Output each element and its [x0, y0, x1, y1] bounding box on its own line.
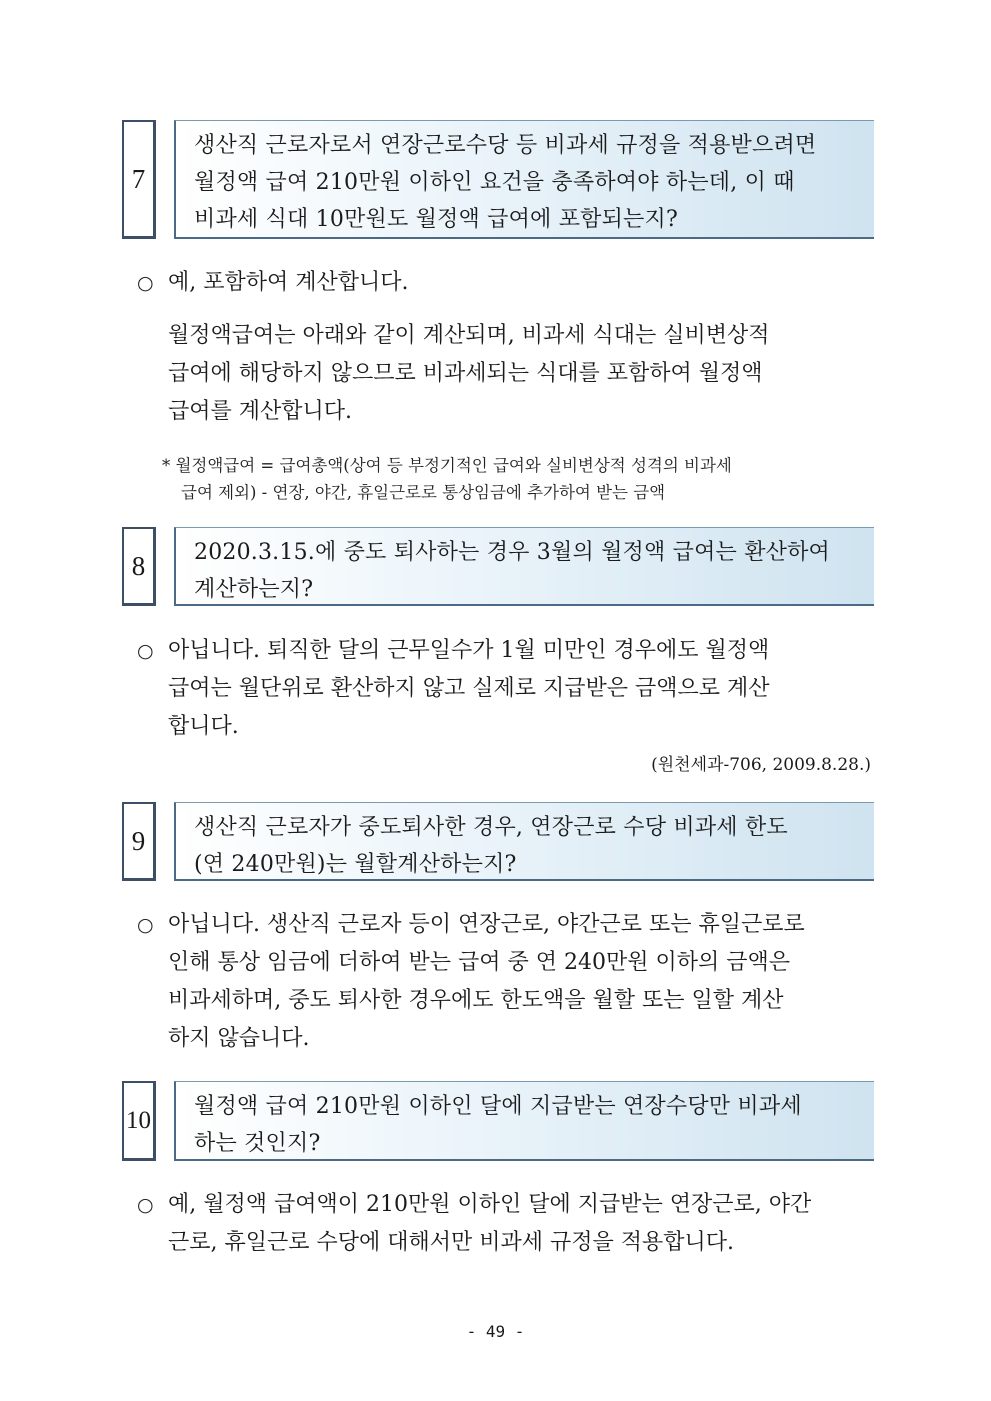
answer-text: 예, 월정액 급여액이 210만원 이하인 달에 지급받는 연장근로, 야간: [168, 1192, 812, 1217]
answer-9: [137, 906, 873, 1058]
question-line: 비과세 식대 10만원도 월정액 급여에 포함되는지?: [194, 207, 678, 232]
question-number: 9: [122, 802, 156, 881]
answer-text: 아닙니다. 생산직 근로자 등이 연장근로, 야간근로 또는 휴일근로로: [168, 912, 805, 937]
question-line: 생산직 근로자로서 연장근로수당 등 비과세 규정을 적용받으려면: [194, 133, 817, 158]
answer-text: 인해 통상 임금에 더하여 받는 급여 중 연 240만원 이하의 금액은: [168, 950, 790, 975]
question-line: 하는 것인지?: [194, 1131, 321, 1156]
question-number: 7: [122, 120, 156, 239]
question-8: [122, 527, 874, 606]
question-box: [174, 802, 874, 881]
answer-text: 하지 않습니다.: [168, 1026, 310, 1051]
question-line: 2020.3.15.에 중도 퇴사하는 경우 3월의 월정액 급여는 환산하여: [194, 540, 831, 565]
explanation-line: 급여에 해당하지 않으므로 비과세되는 식대를 포함하여 월정액: [168, 361, 763, 386]
question-box: [174, 120, 874, 239]
question-10: [122, 1081, 874, 1161]
answer-text: 예, 포함하여 계산합니다.: [168, 270, 409, 295]
answer-text: 합니다.: [168, 714, 239, 739]
question-number: 10: [122, 1081, 156, 1161]
answer-text: 비과세하며, 중도 퇴사한 경우에도 한도액을 월할 또는 일할 계산: [168, 988, 784, 1013]
question-line: 계산하는지?: [194, 577, 314, 602]
circle-bullet-icon: ○: [137, 1194, 154, 1216]
circle-bullet-icon: ○: [137, 640, 154, 662]
circle-bullet-icon: ○: [137, 914, 154, 936]
explanation-line: 급여를 계산합니다.: [168, 399, 353, 424]
answer-7: [137, 264, 873, 302]
question-line: 월정액 급여 210만원 이하인 달에 지급받는 연장수당만 비과세: [194, 1094, 802, 1119]
definition-note: [162, 452, 873, 506]
note-line: 급여 제외) - 연장, 야간, 휴일근로로 통상임금에 추가하여 받는 금액: [181, 483, 666, 502]
page-number: - 49 -: [466, 1322, 525, 1341]
answer-text: 근로, 휴일근로 수당에 대해서만 비과세 규정을 적용합니다.: [168, 1230, 734, 1255]
question-line: 월정액 급여 210만원 이하인 요건을 충족하여야 하는데, 이 때: [194, 170, 795, 195]
answer-10: [137, 1186, 873, 1262]
question-box: [174, 527, 874, 606]
question-7: [122, 120, 874, 239]
answer-8: [137, 632, 873, 746]
answer-text: 아닙니다. 퇴직한 달의 근무일수가 1월 미만인 경우에도 월정액: [168, 638, 770, 663]
answer-7-explanation: [168, 317, 873, 431]
question-9: [122, 802, 874, 881]
question-box: [174, 1081, 874, 1161]
note-line: * 월정액급여 = 급여총액(상여 등 부정기적인 급여와 실비변상적 성격의 비과세: [162, 456, 732, 475]
question-number: 8: [122, 527, 156, 606]
citation-reference: (원천세과-706, 2009.8.28.): [651, 755, 871, 775]
circle-bullet-icon: ○: [137, 272, 154, 294]
question-line: 생산직 근로자가 중도퇴사한 경우, 연장근로 수당 비과세 한도: [194, 815, 788, 840]
answer-text: 급여는 월단위로 환산하지 않고 실제로 지급받은 금액으로 계산: [168, 676, 770, 701]
explanation-line: 월정액급여는 아래와 같이 계산되며, 비과세 식대는 실비변상적: [168, 323, 770, 348]
question-line: (연 240만원)는 월할계산하는지?: [194, 852, 517, 877]
